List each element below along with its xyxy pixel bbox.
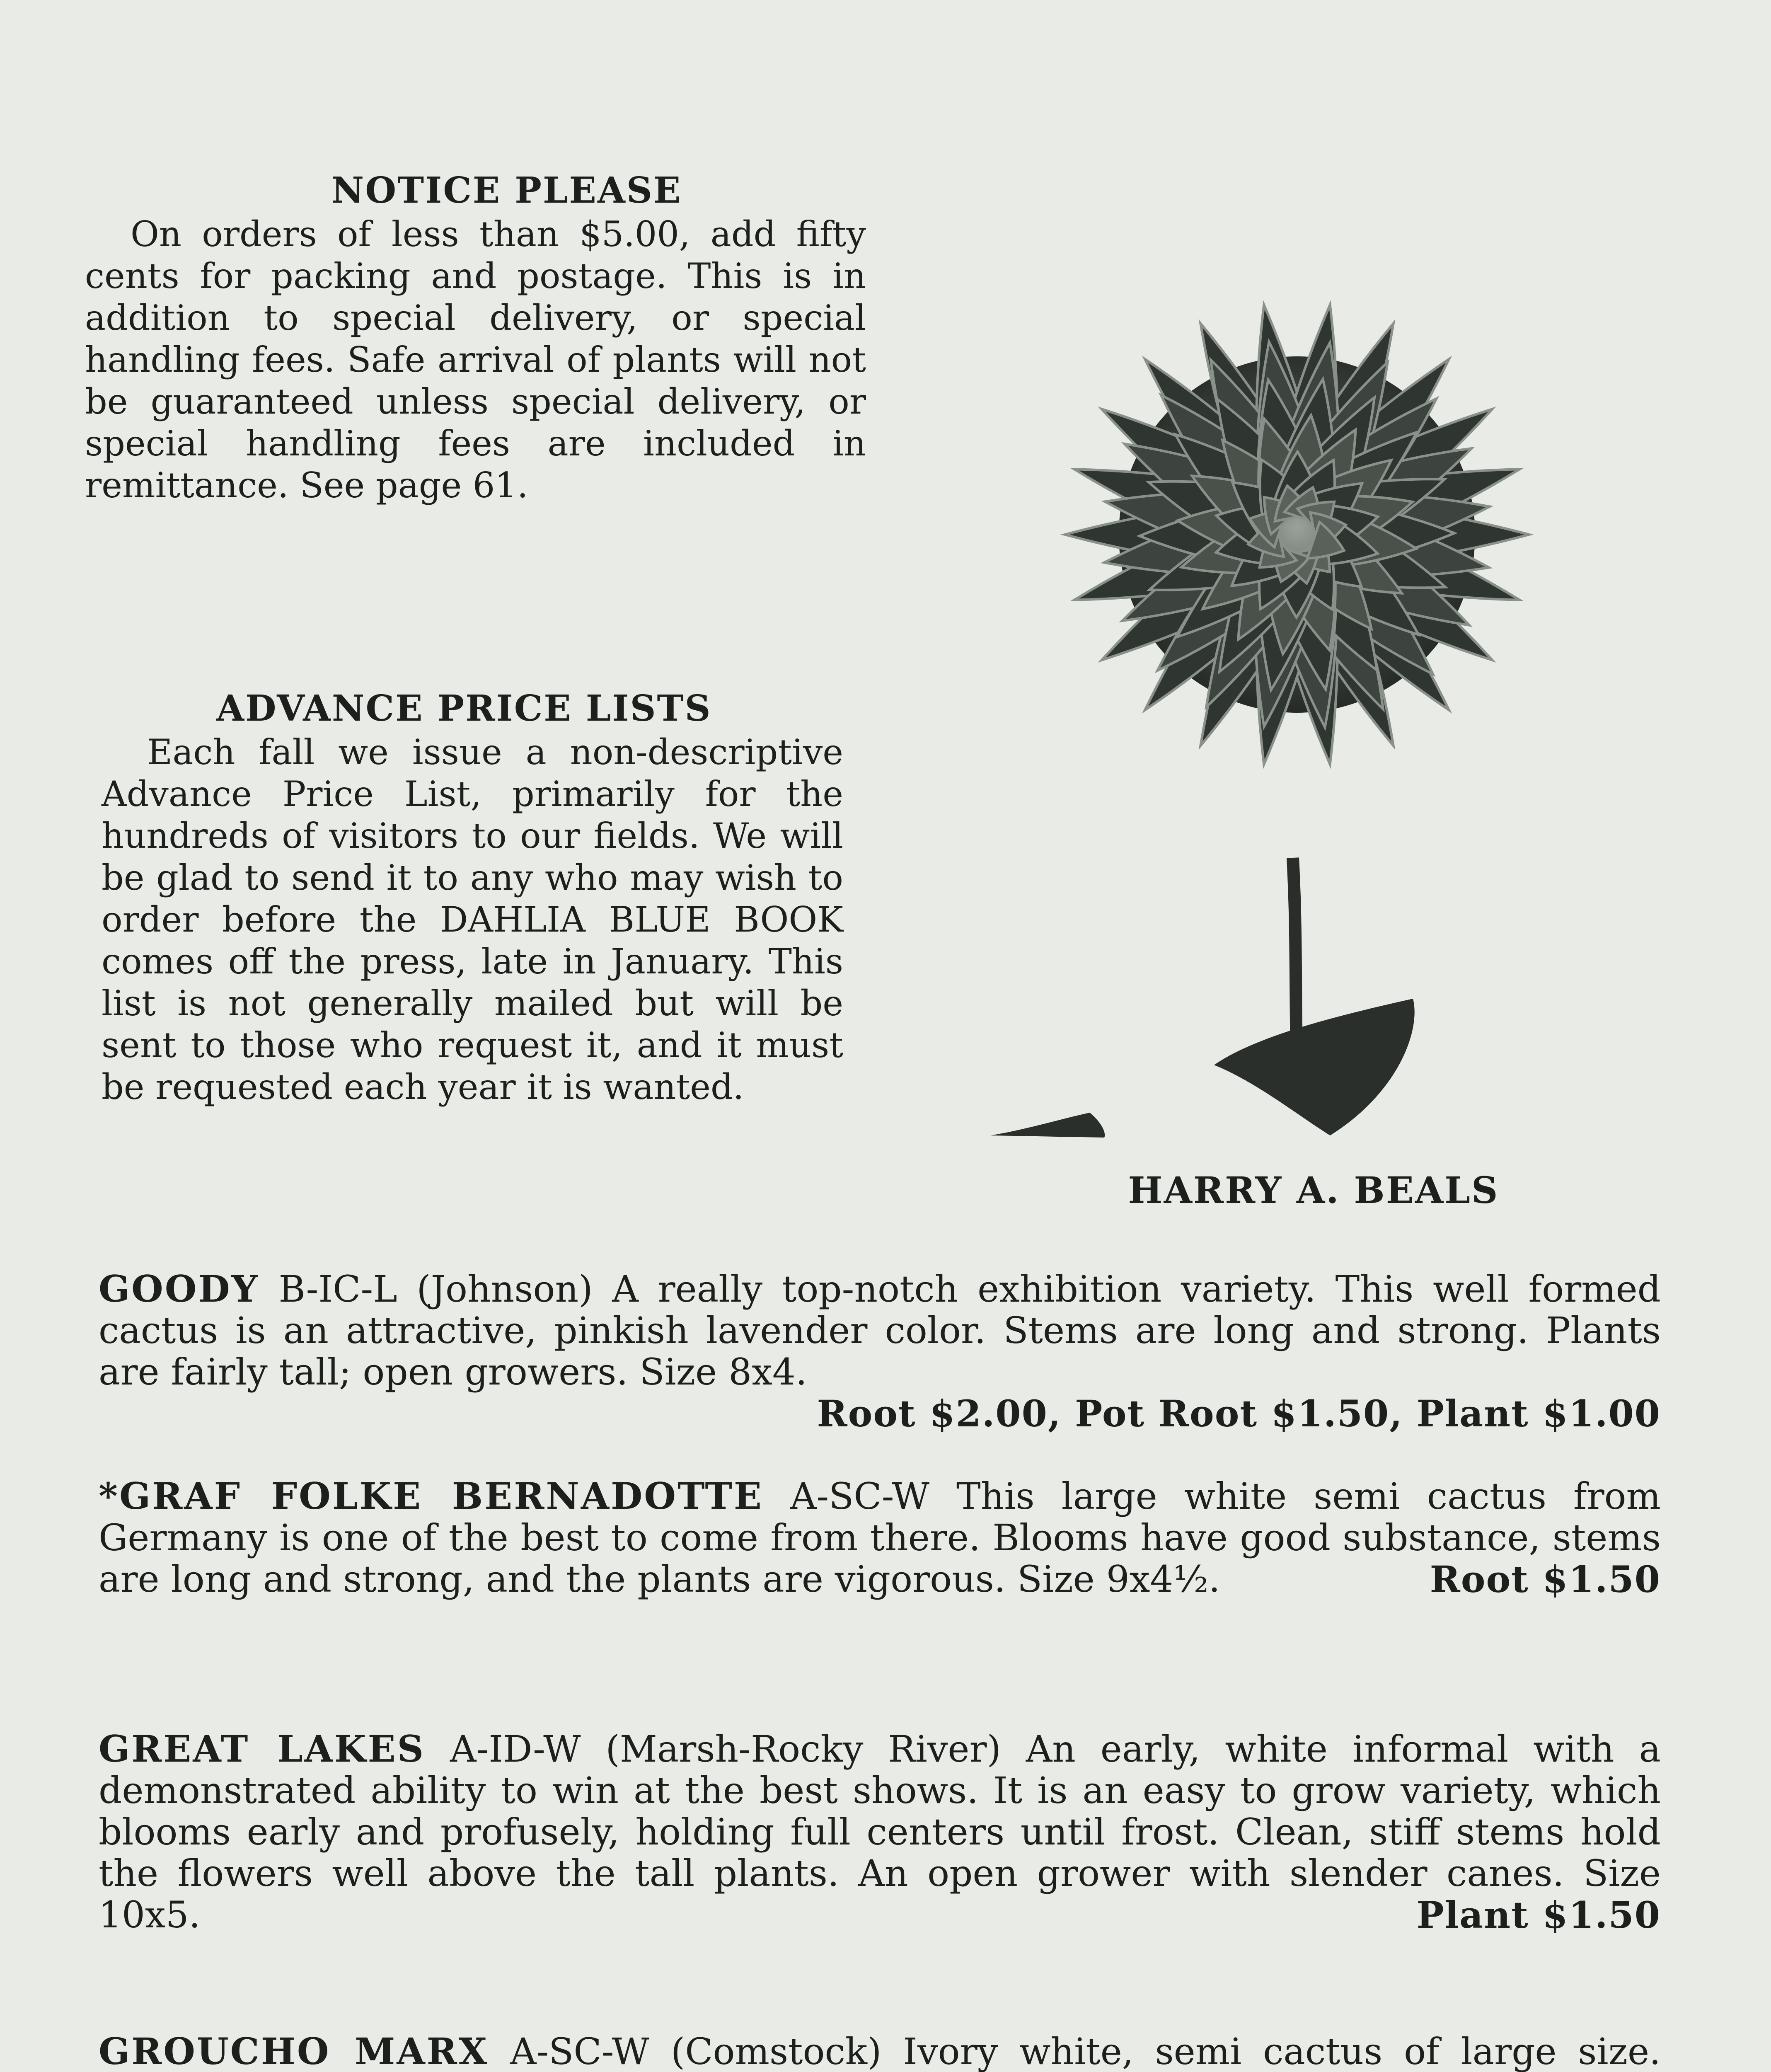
entry-price: Plant $1.50 [1416,1893,1661,1936]
entry-name: GOODY [99,1267,259,1310]
dahlia-leaf [1214,999,1415,1135]
dahlia-photo [965,211,1649,1148]
entry-groucho-marx [99,2031,1661,2072]
advance-price-section [102,686,843,1108]
entry-name: *GRAF FOLKE BERNADOTTE [99,1474,763,1518]
entry-text: B-IC-L (Johnson) A really top-notch exhibition variety. This well formed cactus is an attractive, pinkish lavender color. Stems are long and strong. Plants are fairly tall; open growers. Size 8x4. [99,1268,1661,1393]
notice-heading: NOTICE PLEASE [331,169,682,211]
photo-caption: HARRY A. BEALS [1128,1169,1499,1212]
advance-heading: ADVANCE PRICE LISTS [216,687,712,729]
entry-graf-folke-bernadotte [99,1475,1661,1600]
entry-price: Root $1.50 [1430,1558,1661,1601]
entry-great-lakes [99,1728,1661,1936]
entry-text: A-SC-W This large white semi cactus from Germany is one of the best to come from there. Blooms have good substance, stems are long and strong, and the plants are vigorous. Size 9x4½. [99,1475,1661,1600]
notice-section [85,168,866,506]
entry-text: A-SC-W (Comstock) Ivory white, semi cactus of large size. [510,2030,1661,2072]
entry-price: Root $2.00, Pot Root $1.50, Plant $1.00 [817,1392,1661,1435]
dahlia-leaf-small [990,1113,1105,1138]
advance-text: Each fall we issue a non-descriptive Advance Price List, primarily for the hundreds of visitors to our fields. We will be glad to send it to any who may wish to order before the DAHLIA BLUE BOOK comes off the press, late in January. This list is not generally mailed but will be sent to those who request it, and it must be requested each year it is wanted. [102,732,843,1107]
entry-name: GREAT LAKES [99,1727,426,1770]
entry-name: GROUCHO MARX [99,2030,489,2072]
notice-text: On orders of less than $5.00, add fifty cents for packing and postage. This is in addition to special delivery, or special handling fees. Safe arrival of plants will not be guaranteed unless special delivery, or special handling fees are included in remittance. See page 61. [85,214,866,506]
dahlia-bloom [1065,305,1529,765]
entry-text: A-ID-W (Marsh-Rocky River) An early, white informal with a demonstrated ability to win at the best shows. It is an easy to grow variety, which blooms early and profusely, holding full centers until frost. Clean, stiff stems hold the flowers well above the tall plants. An open grower with slender canes. Size 10x5. [99,1728,1661,1936]
entry-goody [99,1268,1661,1434]
